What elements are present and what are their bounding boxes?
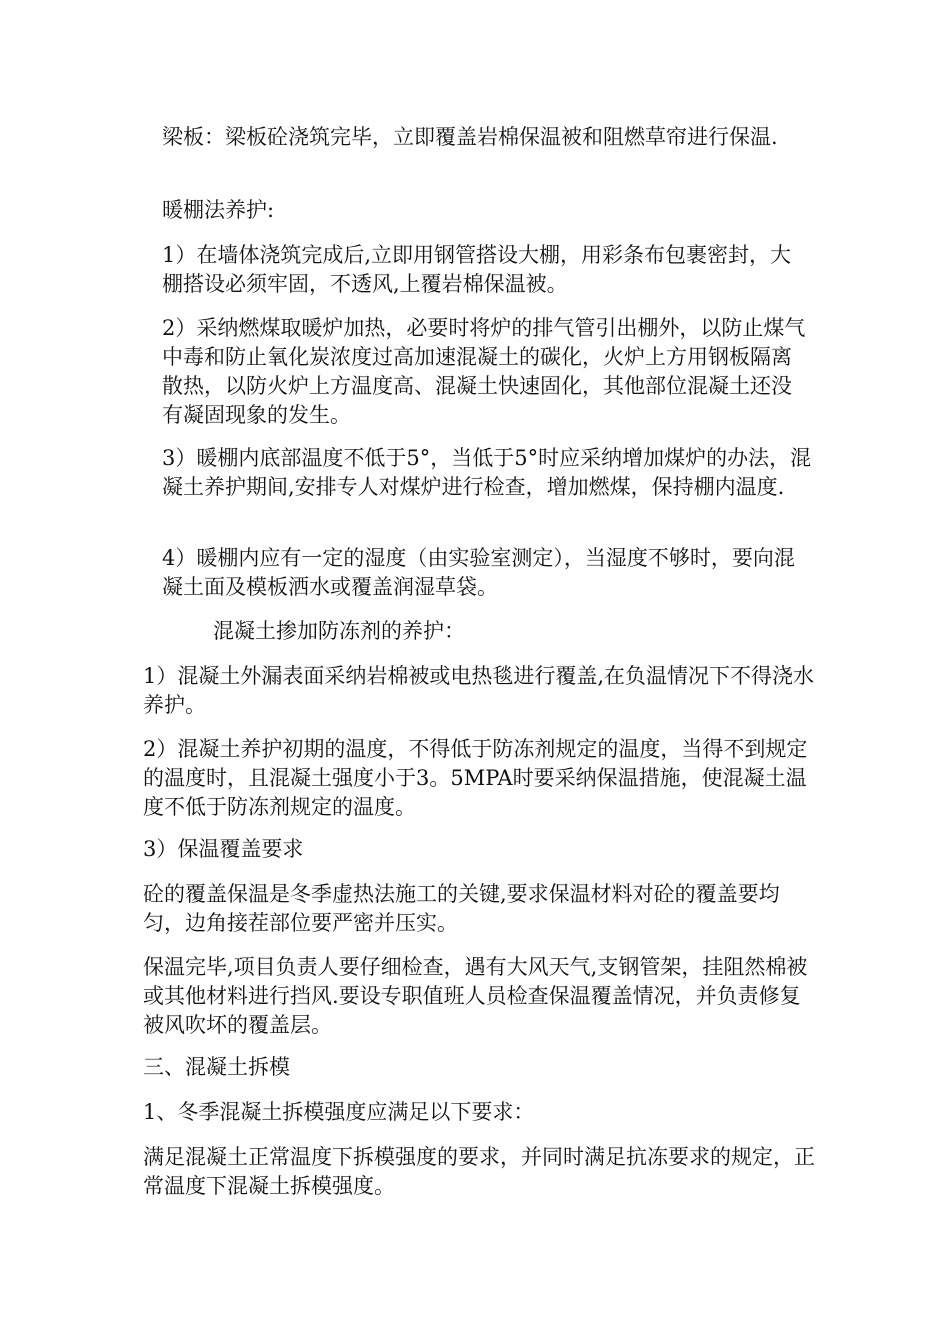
heading-insulation-requirements: 3）保温覆盖要求 <box>143 837 304 861</box>
paragraph-shed-item-1: 1）在墙体浇筑完成后,立即用钢管搭设大棚，用彩条布包裹密封，大棚搭设必须牢固，不透风,上覆岩棉保温被。 <box>162 243 792 296</box>
section-heading-formwork-removal: 三、混凝土拆模 <box>143 1055 290 1079</box>
paragraph-antifreeze-item-1: 1）混凝土外漏表面采纳岩棉被或电热毯进行覆盖,在负温情况下不得浇水养护。 <box>143 664 815 717</box>
paragraph-shed-item-4: 4）暖棚内应有一定的湿度（由实验室测定），当湿度不够时，要向混凝土面及模板洒水或覆盖润湿草袋。 <box>162 546 795 599</box>
paragraph-insulation-cover: 砼的覆盖保温是冬季虚热法施工的关键,要求保温材料对砼的覆盖要均匀，边角接茬部位要严密并压实。 <box>143 882 780 935</box>
paragraph-beam-slab: 梁板：梁板砼浇筑完毕，立即覆盖岩棉保温被和阻燃草帘进行保温. <box>162 125 778 149</box>
heading-winter-removal-strength: 1、冬季混凝土拆模强度应满足以下要求： <box>143 1100 535 1124</box>
paragraph-shed-item-3: 3）暖棚内底部温度不低于5°，当低于5°时应采纳增加煤炉的办法，混凝土养护期间,安排专人对煤炉进行检查，增加燃煤，保持棚内温度. <box>162 446 812 499</box>
paragraph-insulation-inspection: 保温完毕,项目负责人要仔细检查，遇有大风天气,支钢管架，挂阻然棉被或其他材料进行挡风.要设专职值班人员检查保温覆盖情况，并负责修复被风吹坏的覆盖层。 <box>143 955 808 1037</box>
heading-heated-shed-curing: 暖棚法养护: <box>162 198 275 222</box>
paragraph-antifreeze-item-2: 2）混凝土养护初期的温度，不得低于防冻剂规定的温度，当得不到规定的温度时，且混凝土强度小于3。5MPA时要采纳保温措施，使混凝土温度不低于防冻剂规定的温度。 <box>143 737 808 819</box>
paragraph-shed-item-2: 2）采纳燃煤取暖炉加热，必要时将炉的排气管引出棚外，以防止煤气中毒和防止氧化炭浓度过高加速混凝土的碳化，火炉上方用钢板隔离散热，以防火炉上方温度高、混凝土快速固化，其他部位混凝土还没有凝固现象的发生。 <box>162 316 806 427</box>
paragraph-removal-strength: 满足混凝土正常温度下拆模强度的要求，并同时满足抗冻要求的规定，正常温度下混凝土拆模强度。 <box>143 1145 815 1198</box>
heading-antifreeze-curing: 混凝土掺加防冻剂的养护： <box>213 619 465 643</box>
